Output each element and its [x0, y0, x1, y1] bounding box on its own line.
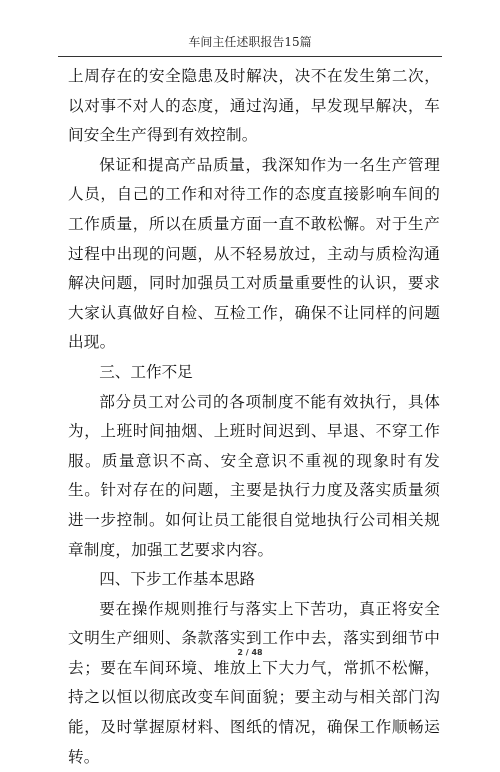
section-heading-next-steps: 四、下步工作基本思路: [99, 570, 256, 589]
document-body: [68, 62, 440, 772]
paragraph-next-steps: 要在操作规则推行与落实上下苦功，真正将安全文明生产细则、条款落实到工作中去，落实到细节中去；要在车间环境、堆放上下大力气，常抓不松懈，持之以恒以彻底改变车间面貌；要主动与相关部门沟能，及时掌握原材料、图纸的情况，确保工作顺畅运转。: [68, 599, 440, 766]
page-number: 2 / 48: [237, 648, 263, 657]
page-header-title: 车间主任述职报告15篇: [188, 35, 312, 49]
paragraph-shortcomings: 部分员工对公司的各项制度不能有效执行，具体为，上班时间抽烟、上班时间迟到、早退、不穿工作服。质量意识不高、安全意识不重视的现象时有发生。针对存在的问题，主要是执行力度及落实质量须进一步控制。如何让员工能很自觉地执行公司相关规章制度，加强工艺要求内容。: [68, 392, 440, 559]
paragraph-safety-continued: 上周存在的安全隐患及时解决，决不在发生第二次，以对事不对人的态度，通过沟通，早发现早解决，车间安全生产得到有效控制。: [68, 67, 440, 145]
header-divider: [58, 56, 442, 57]
paragraph-quality: 保证和提高产品质量，我深知作为一名生产管理人员，自己的工作和对待工作的态度直接影响车间的工作质量，所以在质量方面一直不敢松懈。对于生产过程中出现的问题，从不轻易放过，主动与质检沟通解决问题，同时加强员工对质量重要性的认识，要求大家认真做好自检、互检工作，确保不让同样的问题出现。: [68, 155, 440, 352]
section-heading-shortcomings: 三、工作不足: [99, 362, 193, 381]
